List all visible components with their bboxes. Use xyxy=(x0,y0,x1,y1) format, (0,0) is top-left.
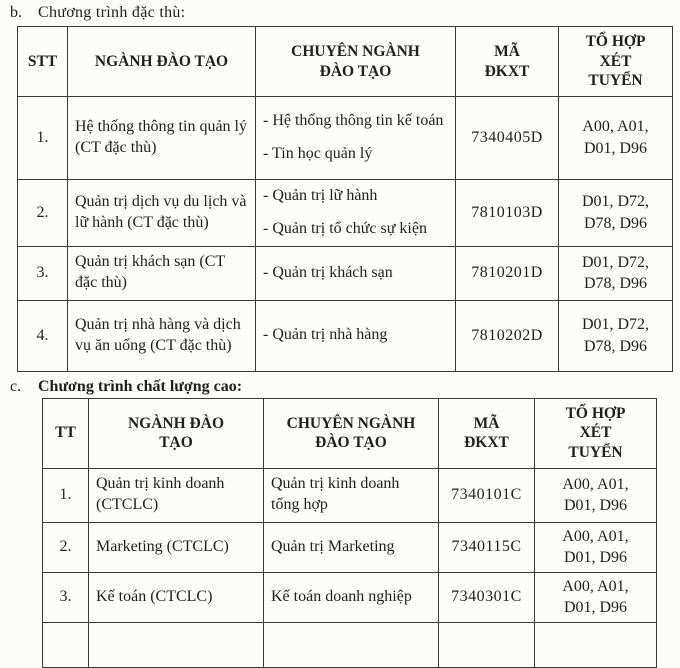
cell-tt: 3. xyxy=(43,572,89,622)
cell-ma-dkxt: 7340301C xyxy=(439,572,535,622)
table-row xyxy=(18,180,673,247)
table-row xyxy=(43,572,657,622)
cell-chuyen-nganh xyxy=(264,622,439,667)
to-hop-value: D01, D72, D78, D96 xyxy=(581,253,650,293)
to-hop-value: A00, A01, D01, D96 xyxy=(562,577,629,617)
cell-nganh: Quản trị nhà hàng và dịch vụ ăn uống (CT đặc thù) xyxy=(68,300,256,371)
to-hop-value: A00, A01, D01, D96 xyxy=(582,118,649,157)
cell-to-hop xyxy=(535,622,657,667)
header-to-hop-label: TỔ HỢP XÉT TUYỂN xyxy=(565,405,626,461)
cell-tt: 1. xyxy=(43,468,89,522)
header-nganh-label: NGÀNH ĐÀO TẠO xyxy=(94,52,229,70)
to-hop-value: D01, D72, D78, D96 xyxy=(581,316,650,355)
header-chuyen-nganh-label: CHUYÊN NGÀNH ĐÀO TẠO xyxy=(291,43,420,80)
section-b-heading xyxy=(0,4,680,22)
section-c-label: c. xyxy=(10,377,22,395)
table-row-partial xyxy=(43,622,657,667)
cell-ma-dkxt xyxy=(439,622,535,667)
header-to-hop xyxy=(535,398,657,468)
cell-nganh: Quản trị dịch vụ du lịch và lữ hành (CT đặc thù) xyxy=(68,180,256,247)
header-tt xyxy=(43,398,89,468)
table-row xyxy=(18,300,673,371)
section-b-title: Chương trình đặc thù: xyxy=(38,4,186,21)
cell-nganh: Quản trị kinh doanh (CTCLC) xyxy=(89,468,264,522)
chuyen-nganh-item: - Quản trị nhà hàng xyxy=(263,326,388,344)
header-to-hop xyxy=(559,27,673,97)
chuyen-nganh-item: - Tin học quản lý xyxy=(263,145,373,162)
header-ma-label: MÃ ĐKXT xyxy=(464,414,509,452)
cell-stt: 4. xyxy=(18,300,68,371)
table-dac-thu xyxy=(17,26,673,372)
table-dac-thu-header-row xyxy=(18,27,673,97)
cell-ma-dkxt: 7340405D xyxy=(456,97,559,180)
cell-nganh xyxy=(89,622,264,667)
table-row xyxy=(18,97,673,180)
cell-to-hop xyxy=(559,300,673,371)
header-to-hop-label: TỔ HỢP XÉT TUYỂN xyxy=(585,33,646,90)
cell-ma-dkxt: 7340101C xyxy=(439,468,535,522)
header-nganh-dao-tao xyxy=(68,27,256,97)
header-chuyen-nganh-label: CHUYÊN NGÀNH ĐÀO TẠO xyxy=(286,414,416,452)
cell-chuyen-nganh xyxy=(256,246,456,300)
cell-to-hop xyxy=(559,246,673,300)
chuyen-nganh-item: - Quản trị tổ chức sự kiện xyxy=(263,219,427,237)
header-ma-dkxt xyxy=(456,27,559,97)
cell-stt: 1. xyxy=(18,97,68,180)
cell-to-hop xyxy=(559,97,673,180)
table-row xyxy=(18,246,673,300)
header-chuyen-nganh xyxy=(256,27,456,97)
to-hop-value: D01, D72, D78, D96 xyxy=(581,193,650,232)
to-hop-value: A00, A01, D01, D96 xyxy=(562,475,629,515)
cell-nganh: Quản trị khách sạn (CT đặc thù) xyxy=(68,246,256,300)
chuyen-nganh-item: - Quản trị lữ hành xyxy=(263,187,378,204)
header-ma-dkxt xyxy=(439,398,535,468)
cell-chuyen-nganh: Kế toán doanh nghiệp xyxy=(264,572,439,622)
to-hop-value: A00, A01, D01, D96 xyxy=(562,527,629,567)
cell-to-hop xyxy=(535,572,657,622)
cell-tt: 2. xyxy=(43,522,89,572)
header-ma-label: MÃ ĐKXT xyxy=(484,43,530,80)
table-row xyxy=(43,522,657,572)
section-c-title: Chương trình chất lượng cao: xyxy=(38,377,243,395)
cell-to-hop xyxy=(559,180,673,247)
cell-to-hop xyxy=(535,468,657,522)
header-stt-label: STT xyxy=(27,52,58,70)
cell-nganh: Marketing (CTCLC) xyxy=(89,522,264,572)
cell-to-hop xyxy=(535,522,657,572)
cell-nganh: Kế toán (CTCLC) xyxy=(89,572,264,622)
cell-ma-dkxt: 7340115C xyxy=(439,522,535,572)
cell-stt: 2. xyxy=(18,180,68,247)
cell-chuyen-nganh: Quản trị Marketing xyxy=(264,522,439,572)
header-nganh-dao-tao xyxy=(89,398,264,468)
cell-chuyen-nganh xyxy=(256,97,456,180)
header-chuyen-nganh xyxy=(264,398,439,468)
header-tt-label: TT xyxy=(55,424,76,442)
cell-chuyen-nganh xyxy=(256,180,456,247)
cell-chuyen-nganh xyxy=(256,300,456,371)
chuyen-nganh-item: - Quản trị khách sạn xyxy=(263,263,393,281)
cell-stt: 3. xyxy=(18,246,68,300)
table-row xyxy=(43,468,657,522)
chuyen-nganh-item: - Hệ thống thông tin kế toán xyxy=(263,112,444,130)
cell-chuyen-nganh: Quản trị kinh doanh tổng hợp xyxy=(264,468,439,522)
header-stt xyxy=(18,27,68,97)
header-nganh-label: NGÀNH ĐÀO TẠO xyxy=(127,414,224,452)
table-chat-luong-cao xyxy=(42,398,657,668)
cell-nganh: Hệ thống thông tin quản lý (CT đặc thù) xyxy=(68,97,256,180)
section-b-label: b. xyxy=(10,4,22,21)
cell-ma-dkxt: 7810201D xyxy=(456,246,559,300)
cell-ma-dkxt: 7810202D xyxy=(456,300,559,371)
table-clc-header-row xyxy=(43,398,657,468)
cell-tt xyxy=(43,622,89,667)
section-c-heading xyxy=(0,378,680,396)
cell-ma-dkxt: 7810103D xyxy=(456,180,559,247)
